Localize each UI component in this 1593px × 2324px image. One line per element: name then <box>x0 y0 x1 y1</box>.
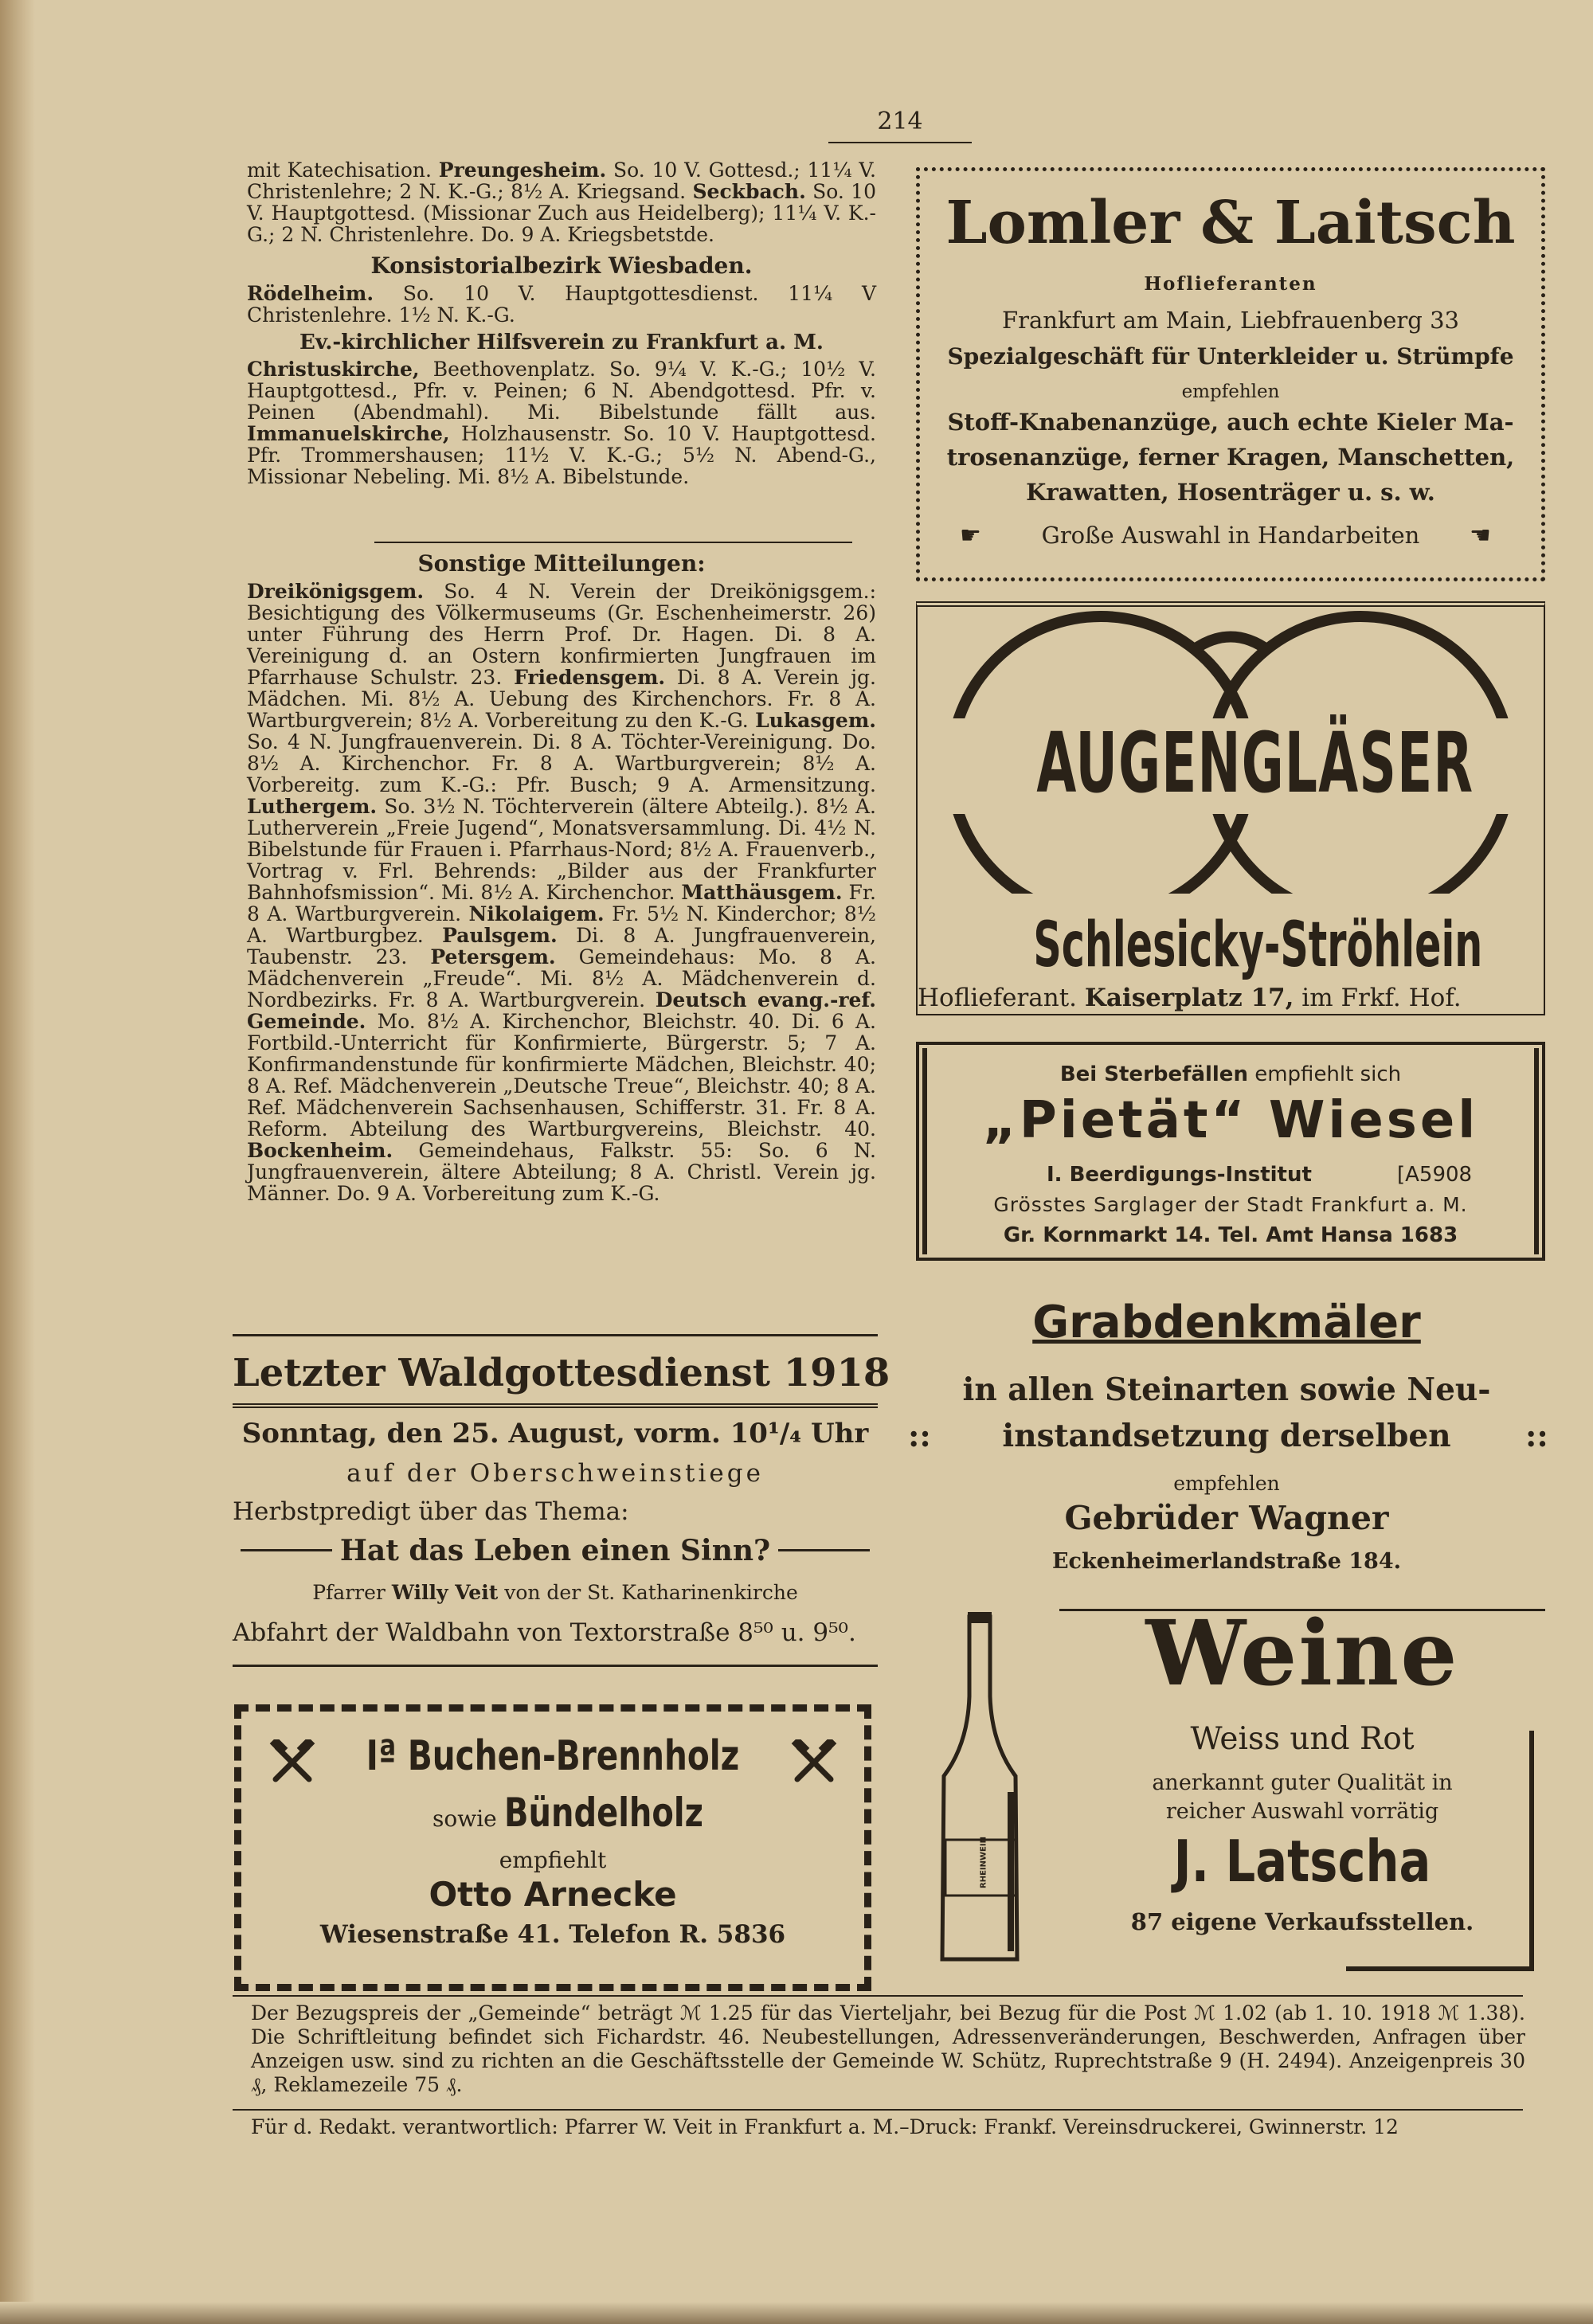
latscha-name: J. Latscha <box>1173 1828 1431 1895</box>
empfehlen: empfehlen <box>1173 1472 1280 1495</box>
empfehlen: empfehlen <box>1181 381 1280 402</box>
text: von der St. Katharinenkirche <box>504 1581 798 1604</box>
crossed-hammers-icon <box>269 1739 315 1786</box>
double-rule <box>233 1403 878 1408</box>
weine-text-block <box>1059 1602 1545 1986</box>
text: Pfarrer <box>312 1581 386 1604</box>
page-bottom-edge <box>0 2302 1593 2324</box>
brennholz-ad <box>234 1704 871 1991</box>
hoflieferant-line <box>918 984 1462 1012</box>
parish-name: Bockenheim. <box>247 1139 393 1162</box>
second-product: Bündelholz <box>504 1790 703 1836</box>
wiesbaden-paragraph <box>247 283 876 326</box>
church-announcements <box>247 159 876 487</box>
augenglaeser-ad <box>916 601 1545 1015</box>
place-line: auf der Oberschweinstiege <box>346 1459 764 1488</box>
book-spine <box>0 0 35 2324</box>
pfarrer-line <box>233 1581 878 1604</box>
text: So. 10 V. Hauptgottesd. (Missionar Zuch aus Heidelberg); 11¼ V. K.-G.; 2 N. Christenlehre. Do. 9 A. Kriegsbetstde. <box>247 180 876 246</box>
gebrueder-wagner: Gebrüder Wagner <box>1064 1499 1389 1537</box>
text: Fr. 5½ N. Kinderchor; 8½ A. Wartburgbez. <box>247 902 876 947</box>
waldgottesdienst-title: Letzter Waldgottesdienst 1918 <box>233 1351 890 1395</box>
dealer-name: Otto Arnecke <box>429 1875 677 1914</box>
weine-ad <box>916 1602 1545 1983</box>
product-line-3: Krawatten, Hosenträger u. s. w. <box>1026 479 1435 506</box>
quality-mark: Iª <box>366 1732 397 1780</box>
institut: I. Beerdigungs-Institut <box>1047 1163 1312 1187</box>
wiesbaden-heading: Konsistorialbezirk Wiesbaden. <box>370 252 753 279</box>
augenglaeser-title: AUGENGLÄSER <box>1036 714 1474 812</box>
text: So. 4 N. Jungfrauenverein. Di. 8 A. Töchter-Vereinigung. Do. 8½ A. Kirchenchor. Fr. 8 A. Wartburgverein; 8½ A. Vorbereitg. zum K.-G.: Pfr. Busch; 9 A. Armensitzung. <box>247 730 876 796</box>
bezugspreis-notice: Der Bezugspreis der „Gemeinde“ beträgt ℳ 1.25 für das Vierteljahr, bei Bezug für die Post ℳ 1.02 (ab 1. 10. 1918 ℳ 1.38). Die Schriftleitung befindet sich Fichardstr. 46. Neubestellungen, Adressenveränderungen, Beschwerden, Anfragen über Anzeigen usw. sind zu richten an die Geschäftsstelle der Gemeinde W. Schütz, Ruprechtstraße 9 (H. 2494). Anzeigenpreis 30 ₰, Reklamezeile 75 ₰. <box>251 2001 1525 2096</box>
thema: Hat das Leben einen Sinn? <box>339 1534 771 1567</box>
pietaet-ad <box>916 1042 1545 1261</box>
instandsetzung-line: instandsetzung derselben <box>1002 1418 1451 1454</box>
parish-name: Seckbach. <box>692 180 806 203</box>
text: So. 4 N. Verein der Dreikönigsgem.: Besichtigung des Völkermuseums (Gr. Eschenheimerstr. 26) unter Führung des Herrn Prof. Dr. Hagen. Di. 8 A. Vereinigung d. an Ostern konfirmierten Jungfrauen im Pfarrhause Schulstr. 23. <box>247 580 876 689</box>
handarbeiten-line: Große Auswahl in Handarbeiten <box>1041 522 1420 549</box>
hoflieferanten: Hoflieferanten <box>1144 273 1317 295</box>
hilfsverein-heading: Ev.-kirchlicher Hilfsverein zu Frankfurt a. M. <box>299 331 824 354</box>
date-line: Sonntag, den 25. August, vorm. 10¹/₄ Uhr <box>241 1418 869 1450</box>
wine-bottle-icon <box>928 1609 1031 1967</box>
waldgottesdienst-notice <box>233 1338 890 1673</box>
top-paragraph <box>247 159 876 245</box>
text: im Frkf. Hof. <box>1301 984 1462 1012</box>
text: Gemeindehaus, Falkstr. 55: So. 6 N. Jungfrauenverein, ältere Abteilung; 8 A. Christl. Verein jg. Männer. Do. 9 A. Vorbereitung zum K.-G. <box>247 1139 876 1205</box>
pietaet-title: „Pietät“ Wiesel <box>982 1091 1479 1150</box>
text: So. 10 V. Hauptgottesdienst. 11¼ V Christenlehre. 1½ N. K.-G. <box>247 282 876 327</box>
text: Fr. 8 A. Wartburgverein. <box>247 881 876 925</box>
text: Holzhausenstr. So. 10 V. Hauptgottesd. Pfr. Trommershausen; 11½ V. K.-G.; 5½ N. Abend-G., Missionar Nebeling. Mi. 8½ A. Bibelstunde. <box>247 422 876 488</box>
footer-rule <box>233 2109 1523 2111</box>
text: So. 10 V. Gottesd.; 11¼ V. Christenlehre; 2 N. K.-G.; 8½ A. Kriegsand. <box>247 158 876 203</box>
auswahl-line: reicher Auswahl vorrätig <box>1165 1799 1439 1824</box>
product-line-2: trosenanzüge, ferner Kragen, Manschetten, <box>946 444 1515 471</box>
waldgottesdienst-top-rule <box>233 1334 878 1336</box>
pointing-hand-icon: ☛ <box>960 522 981 550</box>
shadow-rule <box>1346 1966 1534 1971</box>
specialty: Spezialgeschäft für Unterkleider u. Strümpfe <box>947 343 1514 370</box>
lomler-laitsch-ad <box>916 167 1545 581</box>
parish-name: Matthäusgem. <box>681 881 843 904</box>
text: Hoflieferant. <box>918 984 1078 1012</box>
company-address: Frankfurt am Main, Liebfrauenberg 33 <box>1002 307 1459 334</box>
sarglager: Grösstes Sarglager der Stadt Frankfurt a. M. <box>993 1193 1468 1216</box>
brennholz-title-line <box>310 1732 796 1780</box>
parish-name: Friedensgem. <box>514 666 666 689</box>
steinarten-line: in allen Steinarten sowie Neu- <box>962 1371 1491 1408</box>
parish-name: Immanuelskirche, <box>247 422 450 445</box>
text: empfiehlt sich <box>1254 1062 1402 1086</box>
parish-name: Preungesheim. <box>438 158 607 182</box>
pietaet-address: Gr. Kornmarkt 14. Tel. Amt Hansa 1683 <box>1003 1223 1458 1247</box>
colon-marks: :: <box>1525 1418 1548 1454</box>
text: Di. 8 A. Verein jg. Mädchen. Mi. 8½ A. Uebung des Kirchenchors. Fr. 8 A. Wartburgverein; 8½ A. Vorbereitung zu den K.-G. <box>247 666 877 732</box>
hilfsverein-paragraph <box>247 358 876 487</box>
colon-marks: :: <box>908 1418 931 1454</box>
pointing-hand-icon: ☚ <box>1470 522 1491 550</box>
bottle-label: RHEINWEIN <box>979 1837 988 1888</box>
text: Gemeindehaus: Mo. 8 A. Mädchenverein „Freude“. Mi. 8½ A. Mädchenverein d. Nordbezirks. Fr. 8 A. Wartburgverein. <box>247 945 876 1011</box>
weine-title: Weine <box>1145 1602 1459 1706</box>
parish-name: Dreikönigsgem. <box>247 580 425 603</box>
product-title: Buchen-Brennholz <box>407 1732 740 1780</box>
parish-name: Rödelheim. <box>247 282 374 305</box>
parish-name: Paulsgem. <box>442 924 558 947</box>
text: Mo. 8½ A. Kirchenchor, Bleichstr. 40. Di. 6 A. Fortbild.-Unterricht für Konfirmierte, Bürgerstr. 5; 7 A. Konfirmandenstunde für konfirmierte Mädchen, Bleichstr. 40; 8 A. Ref. Mädchenverein „Deutsche Treue“, Bleichstr. 40; 8 A. Ref. Mädchenverein Sachsenhausen, Schifferstr. 31. Fr. 8 A. Reform. Abteilung des Wartburgvereins, Bleichstr. 40. <box>247 1010 877 1140</box>
grabdenkmaeler-address: Eckenheimerlandstraße 184. <box>1051 1549 1402 1574</box>
mitteilungen-heading: Sonstige Mitteilungen: <box>417 550 706 577</box>
shadow-rule <box>1529 1731 1534 1970</box>
page-number-rule <box>828 142 972 143</box>
parish-name: Lukasgem. <box>755 709 876 732</box>
text: Bei Sterbefällen <box>1059 1062 1248 1086</box>
empfiehlt: empfiehlt <box>499 1847 607 1873</box>
company-name: Schlesicky-Ströhlein <box>1033 910 1483 981</box>
weiss-und-rot: Weiss und Rot <box>1190 1721 1415 1757</box>
footer-rule <box>233 1995 1523 1997</box>
address: Kaiserplatz 17, <box>1084 984 1294 1012</box>
waldgottesdienst-bottom-rule <box>233 1665 878 1667</box>
page-number: 214 <box>877 108 923 135</box>
dash-rule <box>778 1549 870 1551</box>
sowie: sowie <box>432 1806 497 1832</box>
herbstpredigt-line: Herbstpredigt über das Thema: <box>233 1497 629 1526</box>
parish-name: Petersgem. <box>430 945 556 968</box>
grabdenkmaeler-ad <box>900 1282 1553 1593</box>
text: Di. 8 A. Jungfrauenverein, Taubenstr. 23. <box>247 924 877 968</box>
institut-code: [A5908 <box>1397 1163 1473 1187</box>
section-rule <box>374 542 852 543</box>
sterbefaelle-line <box>919 1062 1542 1086</box>
text: mit Katechisation. <box>247 158 432 182</box>
company-name: Lomler & Laitsch <box>945 189 1516 257</box>
product-line-1: Stoff-Knabenanzüge, auch echte Kieler Ma- <box>947 409 1514 436</box>
parish-name: Luthergem. <box>247 795 378 818</box>
dealer-address: Wiesenstraße 41. Telefon R. 5836 <box>319 1920 786 1949</box>
qualitaet-line: anerkannt guter Qualität in <box>1152 1770 1453 1795</box>
parish-name: Nikolaigem. <box>468 902 605 925</box>
verkaufsstellen: 87 eigene Verkaufsstellen. <box>1130 1908 1474 1935</box>
parish-name: Christuskirche, <box>247 358 420 381</box>
pfarrer-name: Willy Veit <box>391 1581 499 1604</box>
parish-name: Deutsch evang.-ref. Gemeinde. <box>247 988 876 1033</box>
abfahrt-line: Abfahrt der Waldbahn von Textorstraße 8⁵⁰ u. 9⁵⁰. <box>233 1618 856 1647</box>
text: Beethovenplatz. So. 9¼ V. K.-G.; 10½ V. Hauptgottesd., Pfr. v. Peinen; 6 N. Abendgottesd. Pfr. v. Peinen (Abendmahl). Mi. Bibelstunde fällt aus. <box>247 358 877 424</box>
other-announcements <box>247 550 877 1205</box>
mitteilungen-paragraph <box>247 581 876 1204</box>
grabdenkmaeler-title: Grabdenkmäler <box>1032 1297 1421 1348</box>
text: So. 3½ N. Töchterverein (ältere Abteilg.). 8½ A. Lutherverein „Freie Jugend“, Monatsversammlung. Di. 4½ N. Bibelstunde für Frauen i. Pfarrhaus-Nord; 8½ A. Frauenverb., Vortrag v. Frl. Behrends: „Bilder aus der Frankfurter Bahnhofsmission“. Mi. 8½ A. Kirchenchor. <box>247 795 876 904</box>
crossed-hammers-icon <box>791 1739 837 1786</box>
redaktion-line: Für d. Redakt. verantwortlich: Pfarrer W. Veit in Frankfurt a. M.–Druck: Frankf. Vereinsdruckerei, Gwinnerstr. 12 <box>251 2115 1399 2138</box>
